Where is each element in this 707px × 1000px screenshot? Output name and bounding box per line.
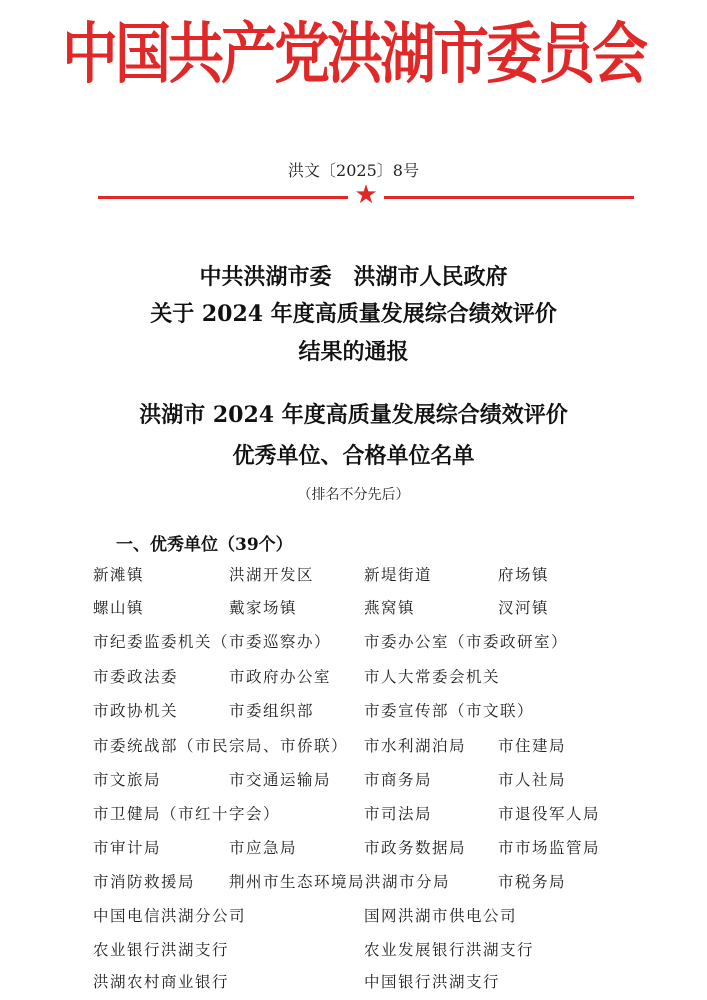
unit-item: 市税务局 — [498, 873, 567, 891]
unit-item: 市商务局 — [364, 771, 433, 789]
unit-item: 中国电信洪湖分公司 — [93, 907, 247, 925]
unit-item: 螺山镇 — [93, 599, 145, 617]
red-divider — [98, 180, 634, 210]
unit-item: 市政协机关 — [93, 702, 179, 720]
unit-item: 市交通运输局 — [229, 771, 332, 789]
divider-line-right — [384, 196, 634, 199]
unit-item: 市卫健局（市红十字会） — [93, 805, 281, 823]
unit-item: 农业银行洪湖支行 — [93, 941, 230, 959]
unit-item: 市委办公室（市委政研室） — [364, 633, 569, 651]
star-icon: ★ — [354, 180, 378, 210]
unit-item: 市住建局 — [498, 737, 567, 755]
list-title-line-2: 优秀单位、合格单位名单 — [232, 443, 475, 469]
section-heading-excellent: 一、优秀单位（39个） — [116, 535, 293, 555]
unit-item: 新堤街道 — [364, 566, 433, 584]
masthead-title: 中国共产党洪湖市委员会 — [62, 16, 645, 93]
unit-item: 市委组织部 — [229, 702, 315, 720]
unit-item: 荆州市生态环境局洪湖市分局 — [229, 873, 451, 891]
unit-item: 市市场监管局 — [498, 839, 601, 857]
ranking-note: （排名不分先后） — [297, 487, 410, 503]
unit-item: 市人大常委会机关 — [364, 668, 501, 686]
unit-item: 燕窝镇 — [364, 599, 416, 617]
unit-item: 洪湖农村商业银行 — [93, 973, 230, 991]
doc-title-line-3: 结果的通报 — [298, 339, 409, 365]
unit-item: 市审计局 — [93, 839, 162, 857]
unit-item: 戴家场镇 — [229, 599, 298, 617]
unit-item: 中国银行洪湖支行 — [364, 973, 501, 991]
unit-item: 市水利湖泊局 — [364, 737, 467, 755]
unit-item: 市委宣传部（市文联） — [364, 702, 535, 720]
unit-item: 市政务数据局 — [364, 839, 467, 857]
unit-item: 市消防救援局 — [93, 873, 196, 891]
unit-item: 市文旅局 — [93, 771, 162, 789]
unit-item: 市纪委监委机关（市委巡察办） — [93, 633, 332, 651]
unit-item: 洪湖开发区 — [229, 566, 315, 584]
unit-item: 市人社局 — [498, 771, 567, 789]
unit-item: 新滩镇 — [93, 566, 145, 584]
unit-item: 国网洪湖市供电公司 — [364, 907, 518, 925]
list-title-line-1: 洪湖市 2024 年度高质量发展综合绩效评价 — [139, 402, 568, 428]
unit-item: 农业发展银行洪湖支行 — [364, 941, 535, 959]
doc-title-line-1: 中共洪湖市委 洪湖市人民政府 — [199, 264, 508, 290]
unit-item: 府场镇 — [498, 566, 550, 584]
unit-item: 汊河镇 — [498, 599, 550, 617]
unit-item: 市司法局 — [364, 805, 433, 823]
document-number: 洪文〔2025〕8号 — [288, 161, 419, 180]
unit-item: 市政府办公室 — [229, 668, 332, 686]
unit-item: 市应急局 — [229, 839, 298, 857]
unit-item: 市退役军人局 — [498, 805, 601, 823]
doc-title-line-2: 关于 2024 年度高质量发展综合绩效评价 — [150, 301, 557, 327]
unit-item: 市委统战部（市民宗局、市侨联） — [93, 737, 349, 755]
unit-item: 市委政法委 — [93, 668, 179, 686]
divider-line-left — [98, 196, 348, 199]
